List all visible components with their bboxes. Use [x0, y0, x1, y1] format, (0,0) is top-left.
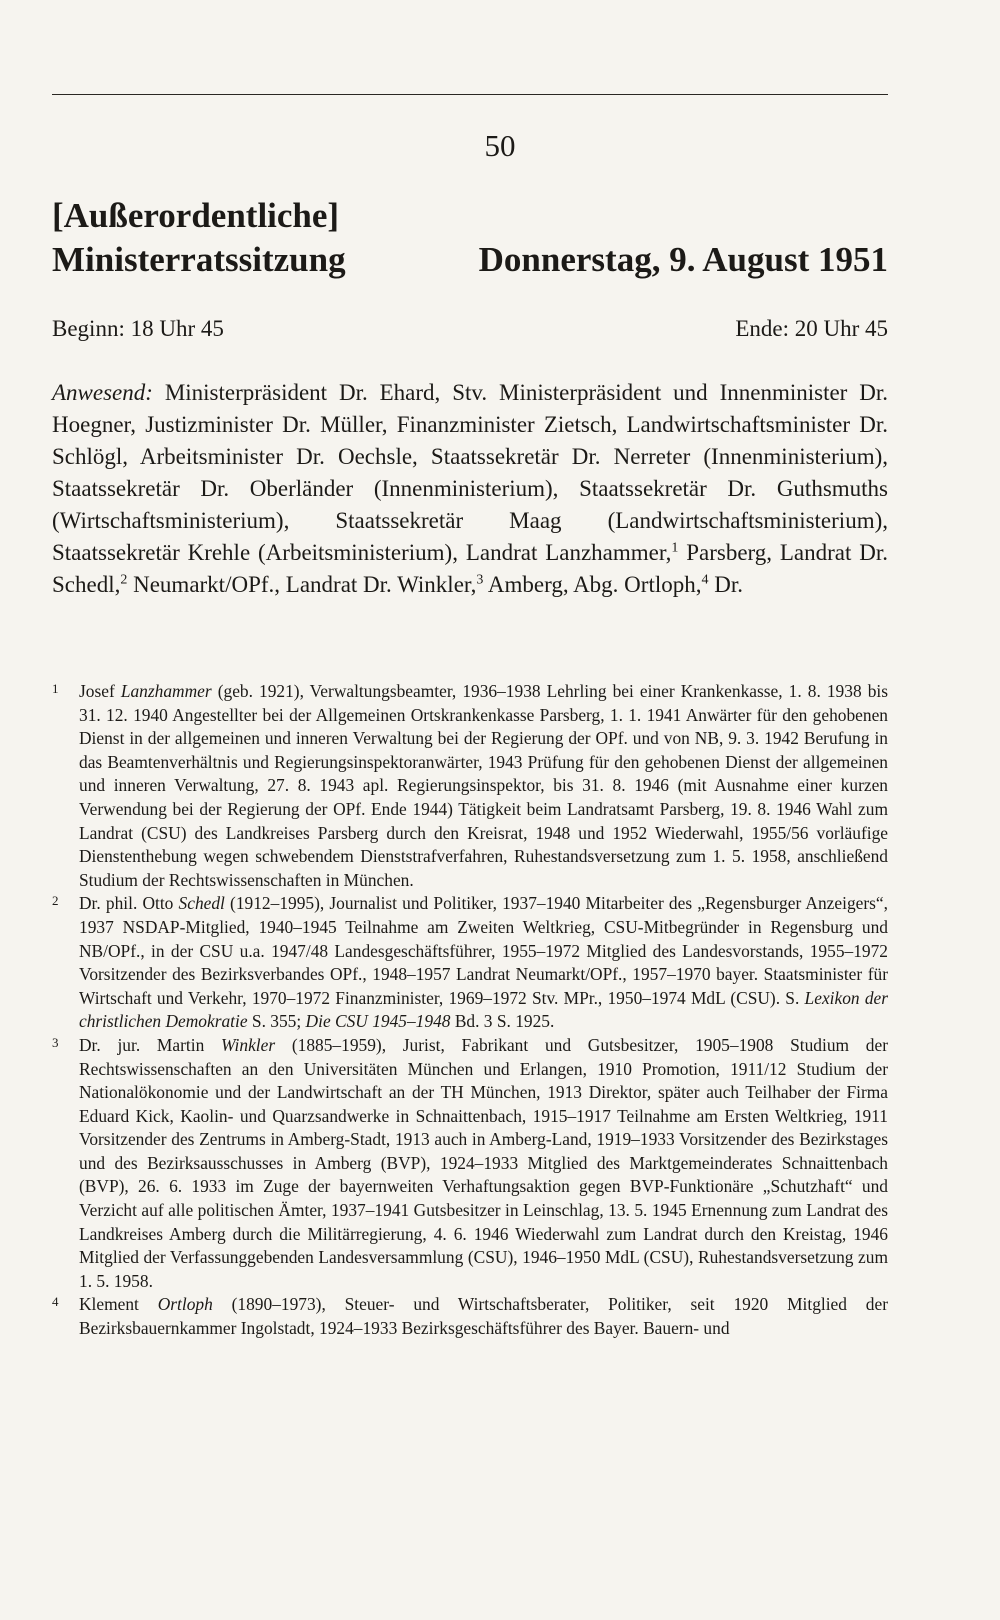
footnote-marker: 2: [52, 893, 59, 909]
footnote-3: [52, 1034, 888, 1294]
session-title: [52, 194, 888, 282]
person-name: Ortloph: [157, 1294, 213, 1315]
reference-title: Die CSU 1945–1948: [305, 1011, 451, 1032]
page-number: 50: [484, 128, 516, 163]
footnote-text: Josef: [79, 681, 121, 701]
footnote-2: [52, 892, 888, 1034]
attendance-paragraph: [52, 377, 888, 601]
attendance-text: Neumarkt/OPf., Landrat Dr. Winkler,: [127, 572, 477, 597]
title-line-2: Ministerratssitzung: [52, 240, 346, 279]
footnote-text: Dr. jur. Martin: [79, 1034, 222, 1055]
footnote-marker: 3: [52, 1034, 59, 1050]
footnote-4: [52, 1293, 888, 1340]
attendance-text: Parsberg, Landrat Dr. Schedl,: [52, 540, 888, 597]
footnote-marker: 4: [52, 1294, 59, 1310]
reference-title: Lexikon der christlichen Demokratie: [79, 987, 888, 1032]
footnote-ref-1[interactable]: 1: [671, 540, 679, 556]
session-date: Donnerstag, 9. August 1951: [478, 240, 888, 279]
footnote-text: (1912–1995), Journalist und Politiker, 1937–1940 Mitarbeiter des „Regensburger Anzeigers“, 1937 NSDAP-Mitglied, 1940–1945 Teilnahme am Zweiten Weltkrieg, CSU-Mitbegründer in Regensburg und NB/OPf., in der CSU u.a. 1947/48 Landesgeschäftsführer, 1955–1972 Mitglied des Landesvorstands, 1955–1972 Vorsitzender des Bezirksverbandes OPf., 1948–1957 Landrat Neumarkt/OPf., 1957–1970 bayer. Staatsminister für Wirtschaft und Verkehr, 1970–1972 Finanzminister, 1969–1972 Stv. MPr., 1950–1974 MdL (CSU). S.: [79, 893, 888, 1008]
footnote-ref-3[interactable]: 3: [476, 572, 484, 588]
footnote-ref-4[interactable]: 4: [701, 572, 709, 588]
person-name: Winkler: [221, 1034, 276, 1055]
start-time: Beginn: 18 Uhr 45: [52, 316, 224, 341]
footnote-text: Klement: [79, 1294, 158, 1315]
footnote-text: S. 355;: [247, 1011, 306, 1032]
title-row: [52, 238, 888, 282]
footnote-ref-2[interactable]: 2: [120, 572, 128, 588]
footnote-1: [52, 680, 888, 892]
session-times: [52, 313, 888, 345]
attendance-text: Amberg, Abg. Ortloph,: [483, 572, 702, 597]
footnote-text: (1890–1973), Steuer- und Wirtschaftsberater, Politiker, seit 1920 Mitglied der Bezirksbauernkammer Ingolstadt, 1924–1933 Bezirksgeschäftsführer des Bayer. Bauern- und: [79, 1294, 888, 1339]
end-time: Ende: 20 Uhr 45: [735, 316, 888, 341]
person-name: Schedl: [178, 893, 225, 914]
attendance-label: Anwesend:: [52, 380, 153, 405]
header-rule: [52, 94, 888, 95]
footnote-marker: 1: [52, 681, 59, 696]
attendance-text: Ministerpräsident Dr. Ehard, Stv. Ministerpräsident und Innenminister Dr. Hoegner, Justizminister Dr. Müller, Finanzminister Zietsch, Landwirtschaftsminister Dr. Schlögl, Arbeitsminister Dr. Oechsle, Staatssekretär Dr. Nerreter (Innenministerium), Staatssekretär Dr. Oberländer (Innenministerium), Staatssekretär Dr. Guthsmuths (Wirtschaftsministerium), Staatssekretär Maag (Landwirtschaftsministerium), Staatssekretär Krehle (Arbeitsministerium), Landrat Lanzhammer,: [52, 380, 888, 565]
footnote-text: Dr. phil. Otto: [79, 893, 179, 914]
attendance-text: Dr.: [708, 572, 743, 597]
footnote-text: (1885–1959), Jurist, Fabrikant und Gutsbesitzer, 1905–1908 Studium der Rechtswissenschaften an den Universitäten München und Erlangen, 1910 Promotion, 1911/12 Studium der Nationalökonomie und der Landwirtschaft an der TH München, 1913 Direktor, später auch Teilhaber der Firma Eduard Kick, Kaolin- und Quarzsandwerke in Schnaittenbach, 1915–1917 Teilnahme am Ersten Weltkrieg, 1911 Vorsitzender des Zentrums in Amberg-Stadt, 1913 auch in Amberg-Land, 1919–1933 Vorsitzender des Bezirkstages und des Bezirksausschusses in Amberg (BVP), 1924–1933 Mitglied des Marktgemeinderates Schnaittenbach (BVP), 26. 6. 1933 im Zuge der bayernweiten Verhaftungsaktion gegen BVP-Funktionäre „Schutzhaft“ und Verzicht auf alle politischen Ämter, 1937–1941 Gutsbesitzer in Leinschlag, 13. 5. 1945 Ernennung zum Landrat des Landkreises Amberg durch die Militärregierung, 4. 6. 1946 Wiederwahl zum Landrat durch den Kreistag, 1946 Mitglied der Verfassunggebenden Landesversammlung (CSU), 1946–1950 MdL (CSU), Ruhestandsversetzung zum 1. 5. 1958.: [79, 1034, 888, 1291]
person-name: Lanzhammer: [120, 681, 212, 701]
footnotes: [52, 680, 888, 1341]
title-line-1: [Außerordentliche]: [52, 196, 340, 235]
footnote-text: (geb. 1921), Verwaltungsbeamter, 1936–1938 Lehrling bei einer Krankenkasse, 1. 8. 1938 bis 31. 12. 1940 Angestellter bei der Allgemeinen Ortskrankenkasse Parsberg, 1. 1. 1941 Anwärter für den gehobenen Dienst in der allgemeinen und inneren Verwaltung bei der Regierung der OPf. und von NB, 9. 3. 1942 Berufung in das Beamtenverhältnis und Regierungsinspektoranwärter, 1943 Prüfung für den gehobenen Dienst der allgemeinen und inneren Verwaltung, 27. 8. 1943 apl. Regierungsinspektor, bis 31. 8. 1946 (mit Ausnahme einer kurzen Verwendung bei der Regierung der OPf. Ende 1944) Tätigkeit beim Landratsamt Parsberg, 19. 8. 1946 Wahl zum Landrat (CSU) des Landkreises Parsberg durch den Kreisrat, 1948 und 1952 Wiederwahl, 1955/56 vorläufige Dienstenthebung wegen schwebendem Dienststrafverfahren, Ruhestandsversetzung zum 1. 5. 1958, anschließend Studium der Rechtswissenschaften in München.: [79, 681, 889, 890]
footnote-text: Bd. 3 S. 1925.: [450, 1011, 555, 1032]
